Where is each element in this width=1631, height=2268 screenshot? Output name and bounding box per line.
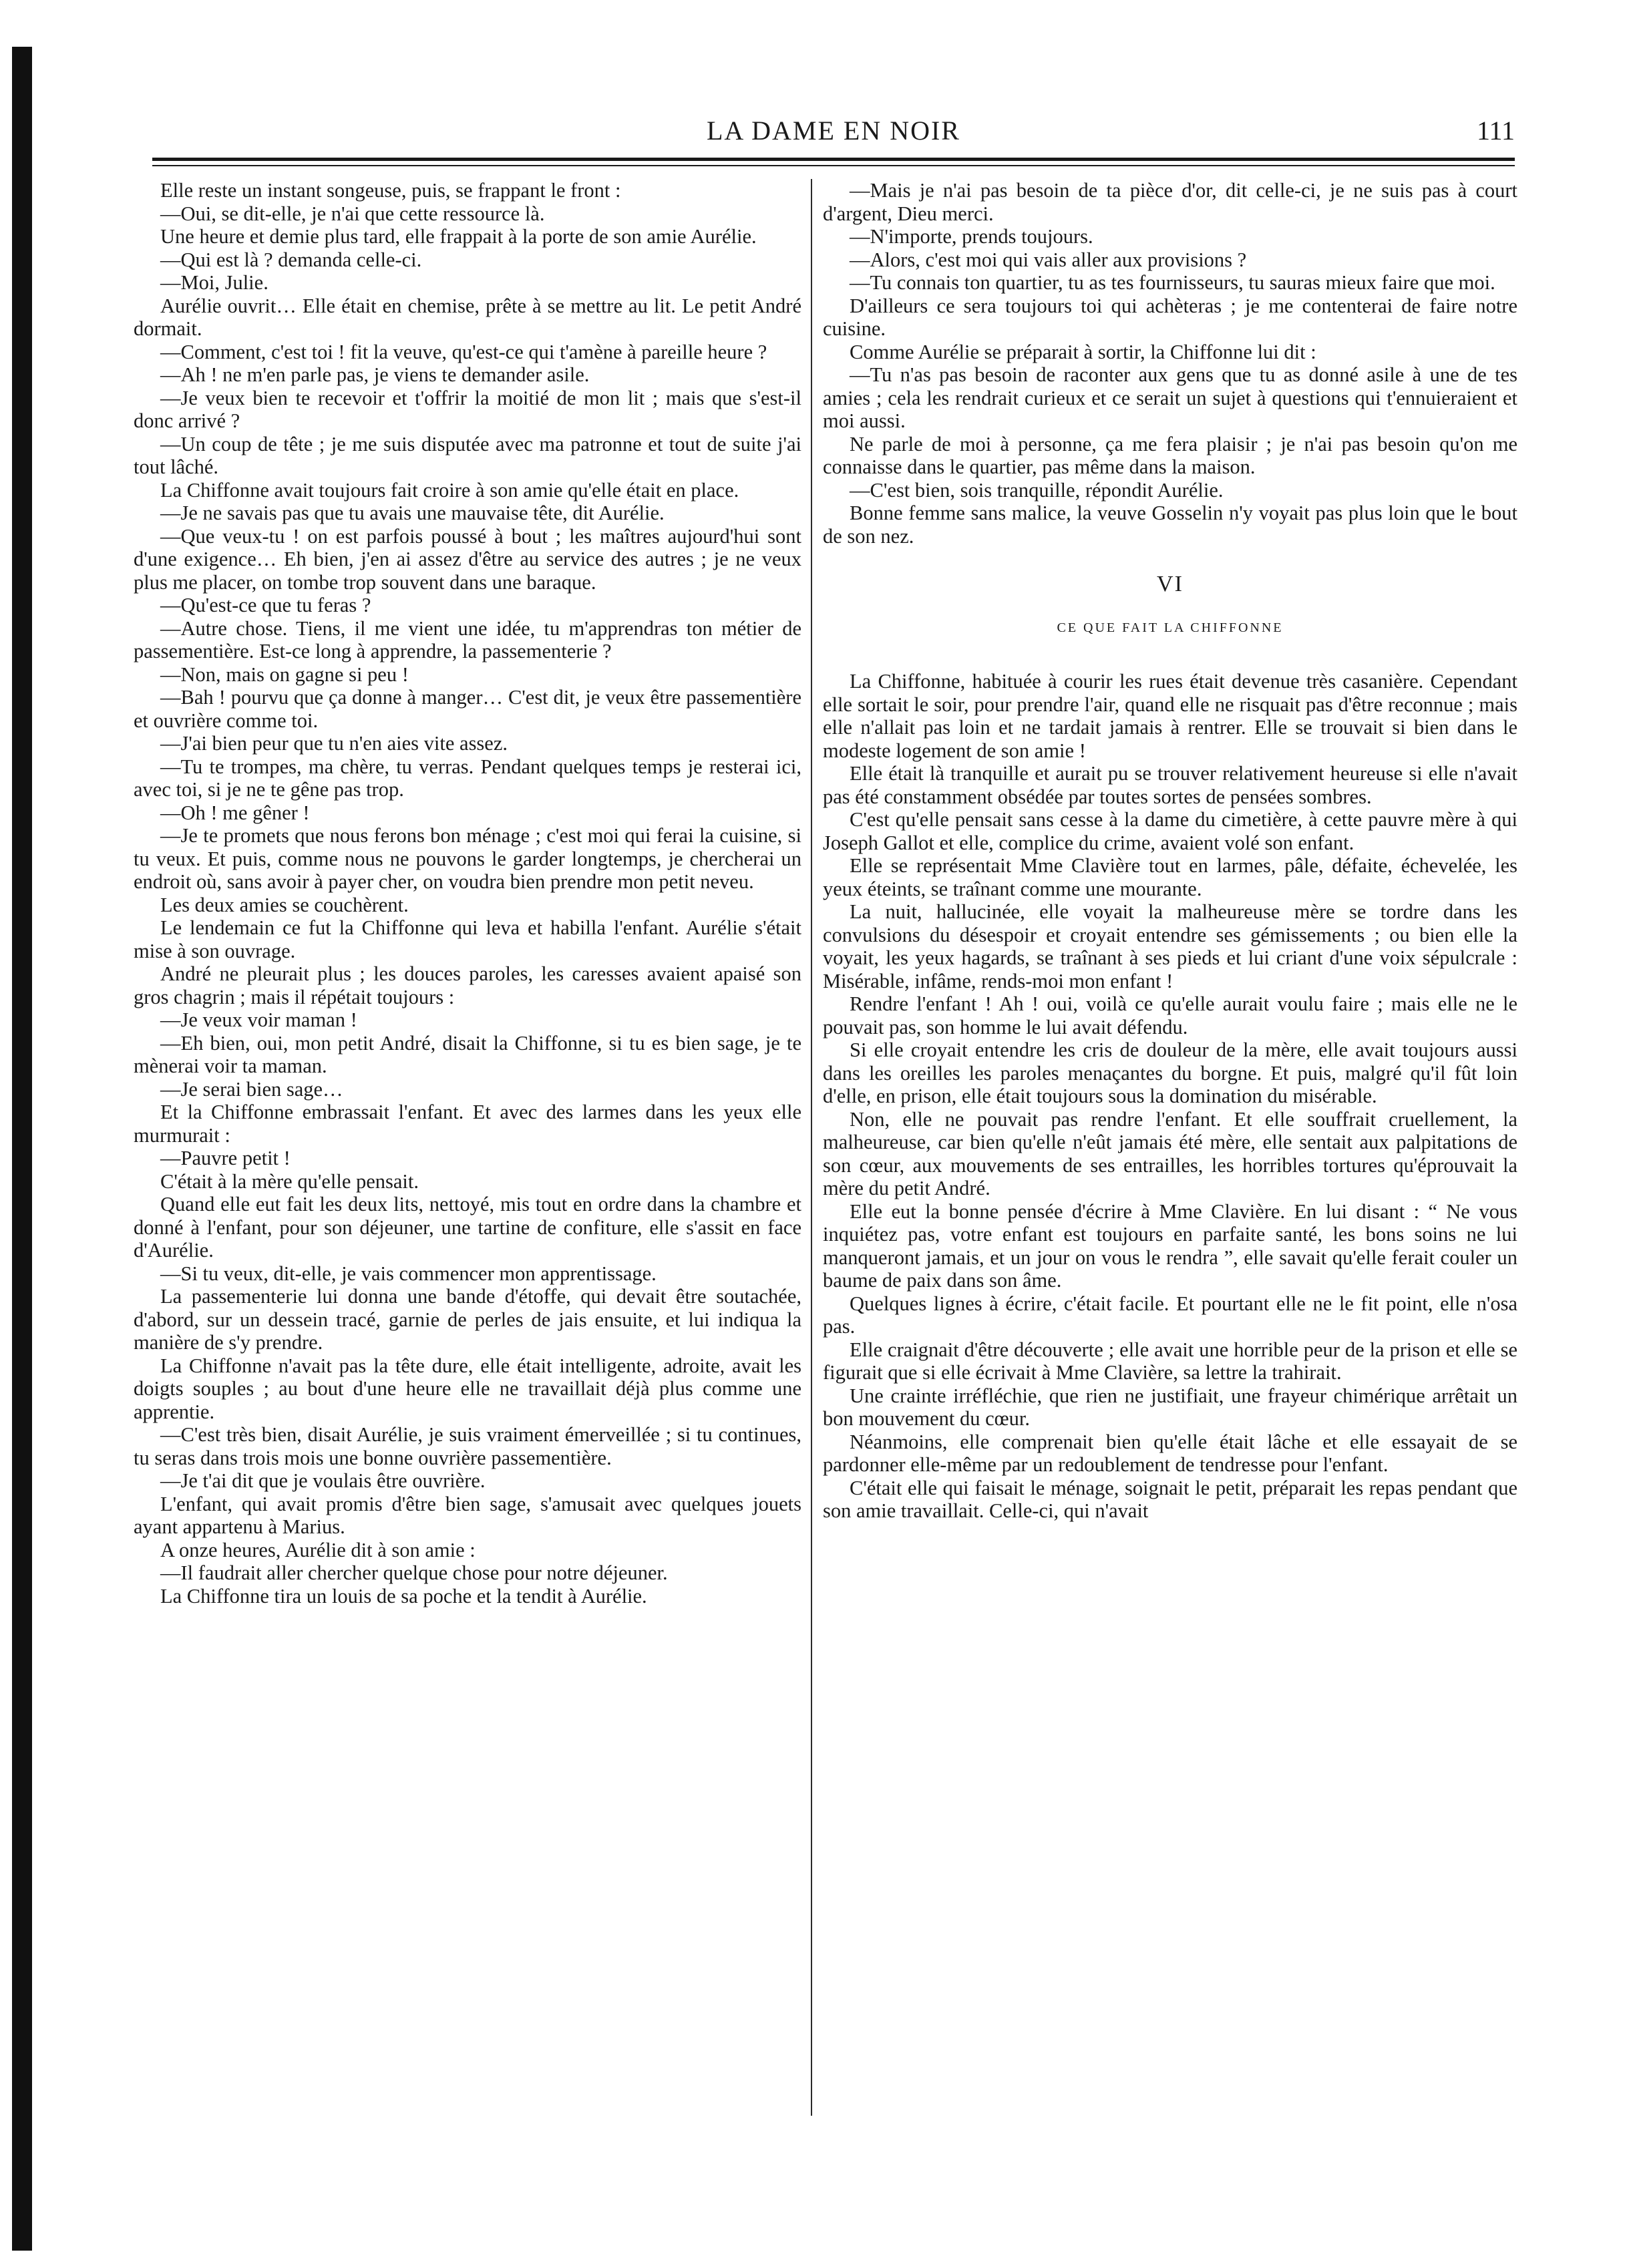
- chapter-title: CE QUE FAIT LA CHIFFONNE: [1057, 620, 1284, 635]
- paragraph: —Un coup de tête ; je me suis disputée avec ma patronne et tout de suite j'ai tout lâché.: [134, 432, 801, 478]
- paragraph: —Qui est là ? demanda celle-ci.: [160, 248, 422, 271]
- paragraph: La passementerie lui donna une bande d'étoffe, qui devait être soutachée, d'abord, sur un dessein tracé, garnie de perles de jais ensuite, et lui indiqua la manière de s'y prendre.: [134, 1285, 801, 1354]
- paragraph: André ne pleurait plus ; les douces paroles, les caresses avaient apaisé son gros chagrin ; mais il répétait toujours :: [134, 962, 801, 1008]
- paragraph: —Je t'ai dit que je voulais être ouvrière.: [160, 1469, 486, 1492]
- paragraph: —Pauvre petit !: [160, 1147, 291, 1169]
- paragraph: —Je te promets que nous ferons bon ménage ; c'est moi qui ferai la cuisine, si tu veux. Et puis, comme nous ne pouvons le garder longtemps, je chercherai un endroit où, sans avoir à payer cher, on voudra bien prendre mon petit neveu.: [134, 824, 801, 893]
- paragraph: —C'est bien, sois tranquille, répondit Aurélie.: [850, 478, 1224, 502]
- column-divider: [811, 179, 812, 2116]
- paragraph: —Ah ! ne m'en parle pas, je viens te demander asile.: [160, 363, 590, 386]
- paragraph: —Tu n'as pas besoin de raconter aux gens que tu as donné asile à une de tes amies ; cela les rendrait curieux et ce serait un sujet à questions qui t'ennuieraient et moi aussi.: [823, 363, 1517, 432]
- paragraph: La nuit, hallucinée, elle voyait la malheureuse mère se tordre dans les convulsions du désespoir et croyait entendre ses gémissements ; ou bien elle la voyait, les yeux hagards, se traînant à ses pieds et lui criant d'une voix sépulcrale : Misérable, infâme, rends-moi mon enfant !: [823, 900, 1517, 992]
- header-rule-thick: [152, 158, 1515, 161]
- paragraph: La Chiffonne, habituée à courir les rues était devenue très casanière. Cependant elle sortait le soir, pour prendre l'air, quand elle ne risquait pas d'être reconnue ; mais elle n'allait pas loin et ne tardait jamais à rentrer. Elle se trouvait si bien dans le modeste logement de son amie !: [823, 670, 1517, 762]
- paragraph: Rendre l'enfant ! Ah ! oui, voilà ce qu'elle aurait voulu faire ; mais elle ne le pouvait pas, son homme le lui avait défendu.: [823, 992, 1517, 1038]
- paragraph: Le lendemain ce fut la Chiffonne qui leva et habilla l'enfant. Aurélie s'était mise à son ouvrage.: [134, 916, 801, 962]
- paragraph: —Que veux-tu ! on est parfois poussé à bout ; les maîtres aujourd'hui sont d'une exigence… Eh bien, j'en ai assez d'être au service des autres ; je ne veux plus me placer, on tombe trop souvent dans une baraque.: [134, 524, 801, 594]
- right-column-text-before-chapter: [823, 179, 1517, 548]
- paragraph: Une heure et demie plus tard, elle frappait à la porte de son amie Aurélie.: [160, 225, 757, 248]
- paragraph: —Je veux bien te recevoir et t'offrir la moitié de mon lit ; mais que s'est-il donc arrivé ?: [134, 386, 801, 432]
- paragraph: —Bah ! pourvu que ça donne à manger… C'est dit, je veux être passementière et ouvrière comme toi.: [134, 686, 801, 732]
- chapter-number: VI: [1157, 572, 1184, 596]
- paragraph: Elle craignait d'être découverte ; elle avait une horrible peur de la prison et elle se figurait que si elle écrivait à Mme Clavière, sa lettre la trahirait.: [823, 1338, 1517, 1384]
- paragraph: —Oui, se dit-elle, je n'ai que cette ressource là.: [160, 202, 545, 225]
- page-number: 111: [1476, 116, 1515, 146]
- paragraph: —Mais je n'ai pas besoin de ta pièce d'or, dit celle-ci, je ne suis pas à court d'argent, Dieu merci.: [823, 179, 1517, 225]
- paragraph: —Tu te trompes, ma chère, tu verras. Pendant quelques temps je resterai ici, avec toi, si je ne te gêne pas trop.: [134, 755, 801, 801]
- paragraph: Bonne femme sans malice, la veuve Gosselin n'y voyait pas plus loin que le bout de son nez.: [823, 502, 1517, 548]
- paragraph: Et la Chiffonne embrassait l'enfant. Et avec des larmes dans les yeux elle murmurait :: [134, 1101, 801, 1147]
- paragraph: C'était à la mère qu'elle pensait.: [160, 1169, 419, 1193]
- paragraph: —J'ai bien peur que tu n'en aies vite assez.: [160, 732, 508, 755]
- paragraph: Non, elle ne pouvait pas rendre l'enfant. Et elle souffrait cruellement, la malheureuse, car bien qu'elle n'eût jamais été mère, elle sentait aux palpitations de son cœur, aux mouvements de ses entrailles, les horribles tortures qu'éprouvait la mère du petit André.: [823, 1107, 1517, 1199]
- paragraph: —Je veux voir maman !: [160, 1008, 357, 1031]
- paragraph: C'est qu'elle pensait sans cesse à la dame du cimetière, à cette pauvre mère à qui Joseph Gallot et elle, complice du crime, avaient volé son enfant.: [823, 808, 1517, 854]
- paragraph: A onze heures, Aurélie dit à son amie :: [160, 1538, 476, 1561]
- paragraph: Néanmoins, elle comprenait bien qu'elle était lâche et elle essayait de se pardonner elle-même par un redoublement de tendresse pour l'enfant.: [823, 1430, 1517, 1476]
- right-column: [823, 179, 1517, 1523]
- running-header: [152, 115, 1515, 155]
- paragraph: Les deux amies se couchèrent.: [160, 893, 409, 916]
- paragraph: —Il faudrait aller chercher quelque chose pour notre déjeuner.: [160, 1561, 668, 1584]
- paragraph: —Non, mais on gagne si peu !: [160, 663, 409, 686]
- paragraph: Une crainte irréfléchie, que rien ne justifiait, une frayeur chimérique arrêtait un bon mouvement du cœur.: [823, 1384, 1517, 1430]
- paragraph: Elle était là tranquille et aurait pu se trouver relativement heureuse si elle n'avait pas été constamment obsédée par toutes sortes de pensées sombres.: [823, 762, 1517, 808]
- paragraph: C'était elle qui faisait le ménage, soignait le petit, préparait les repas pendant que son amie travaillait. Celle-ci, qui n'avait: [823, 1476, 1517, 1522]
- paragraph: —Tu connais ton quartier, tu as tes fournisseurs, tu sauras mieux faire que moi.: [850, 271, 1495, 294]
- running-title: LA DAME EN NOIR: [707, 116, 960, 146]
- paragraph: Quelques lignes à écrire, c'était facile. Et pourtant elle ne le fit point, elle n'osa pas.: [823, 1292, 1517, 1338]
- paragraph: La Chiffonne n'avait pas la tête dure, elle était intelligente, adroite, avait les doigts souples ; au bout d'une heure elle ne travaillait déjà plus comme une apprentie.: [134, 1354, 801, 1423]
- paragraph: D'ailleurs ce sera toujours toi qui achèteras ; je me contenterai de faire notre cuisine.: [823, 294, 1517, 340]
- paragraph: —Eh bien, oui, mon petit André, disait la Chiffonne, si tu es bien sage, je te mènerai voir ta maman.: [134, 1031, 801, 1077]
- paragraph: Ne parle de moi à personne, ça me fera plaisir ; je n'ai pas besoin qu'on me connaisse dans le quartier, pas même dans la maison.: [823, 432, 1517, 478]
- right-column-text-after-chapter: [823, 670, 1517, 1523]
- paragraph: Quand elle eut fait les deux lits, nettoyé, mis tout en ordre dans la chambre et donné à l'enfant, pour son déjeuner, une tartine de confiture, elle s'assit en face d'Aurélie.: [134, 1193, 801, 1262]
- paragraph: —Alors, c'est moi qui vais aller aux provisions ?: [850, 248, 1247, 271]
- paragraph: —Comment, c'est toi ! fit la veuve, qu'est-ce qui t'amène à pareille heure ?: [160, 340, 767, 363]
- left-column: [134, 179, 801, 1608]
- paragraph: Elle reste un instant songeuse, puis, se frappant le front :: [160, 179, 621, 202]
- paragraph: Aurélie ouvrit… Elle était en chemise, prête à se mettre au lit. Le petit André dormait.: [134, 294, 801, 340]
- paragraph: —Moi, Julie.: [160, 271, 268, 294]
- paragraph: —Je serai bien sage…: [160, 1077, 343, 1101]
- paragraph: —Si tu veux, dit-elle, je vais commencer mon apprentissage.: [160, 1262, 657, 1285]
- paragraph: L'enfant, qui avait promis d'être bien sage, s'amusait avec quelques jouets ayant appartenu à Marius.: [134, 1492, 801, 1538]
- paragraph: Elle eut la bonne pensée d'écrire à Mme Clavière. En lui disant : “ Ne vous inquiétez pas, votre enfant est toujours en parfaite santé, les bons soins ne lui manqueront jamais, et un jour on vous le rendra ”, elle savait qu'elle ferait couler un baume de paix dans son âme.: [823, 1199, 1517, 1292]
- paragraph: La Chiffonne tira un louis de sa poche et la tendit à Aurélie.: [160, 1584, 647, 1608]
- paragraph: La Chiffonne avait toujours fait croire à son amie qu'elle était en place.: [160, 478, 739, 502]
- paragraph: Si elle croyait entendre les cris de douleur de la mère, elle avait toujours aussi dans les oreilles les paroles menaçantes du borgne. Et puis, malgré qu'il fût loin d'elle, en prison, elle était toujours sous la domination du misérable.: [823, 1038, 1517, 1107]
- paragraph: Elle se représentait Mme Clavière tout en larmes, pâle, défaite, échevelée, les yeux éteints, se traînant comme une mourante.: [823, 854, 1517, 900]
- paragraph: —Oh ! me gêner !: [160, 801, 310, 824]
- header-rule-thin: [152, 165, 1515, 166]
- paragraph: —Autre chose. Tiens, il me vient une idée, tu m'apprendras ton métier de passementière. Est-ce long à apprendre, la passementerie ?: [134, 616, 801, 663]
- paragraph: —Qu'est-ce que tu feras ?: [160, 594, 371, 616]
- paragraph: —N'importe, prends toujours.: [850, 225, 1093, 248]
- paragraph: Comme Aurélie se préparait à sortir, la Chiffonne lui dit :: [850, 340, 1316, 363]
- paragraph: —C'est très bien, disait Aurélie, je suis vraiment émerveillée ; si tu continues, tu seras dans trois mois une bonne ouvrière passementière.: [134, 1423, 801, 1469]
- paragraph: —Je ne savais pas que tu avais une mauvaise tête, dit Aurélie.: [160, 502, 665, 524]
